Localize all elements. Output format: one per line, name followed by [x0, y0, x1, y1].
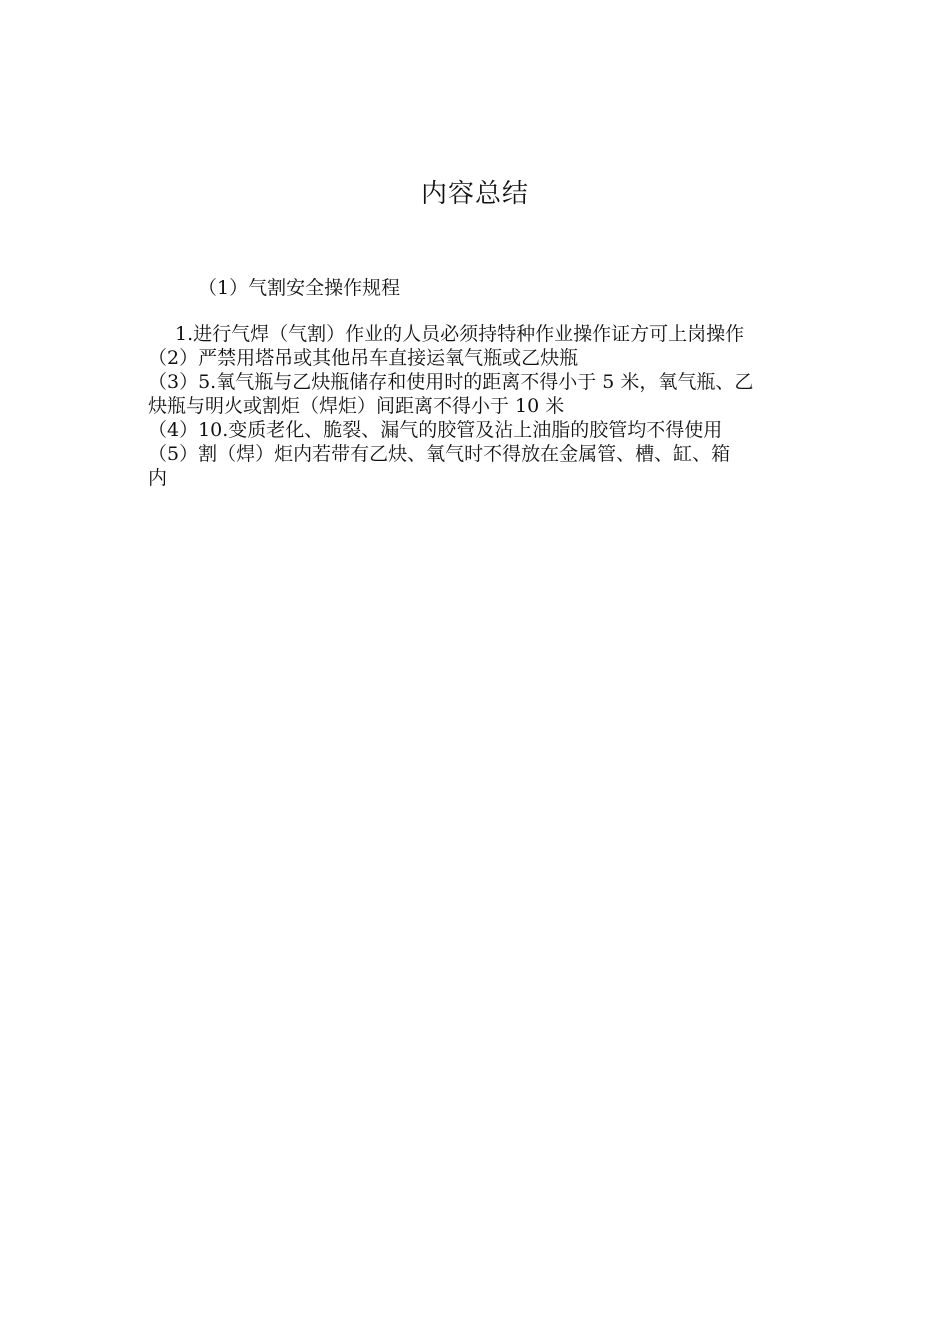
body-line: 1.进行气焊（气割）作业的人员必须持特种作业操作证方可上岗操作 — [175, 323, 745, 345]
body-line: （3）5.氧气瓶与乙炔瓶储存和使用时的距离不得小于 5 米，氧气瓶、乙 — [148, 371, 754, 393]
section-heading: （1）气割安全操作规程 — [198, 277, 401, 299]
body-line: 内 — [148, 467, 168, 489]
body-line: 炔瓶与明火或割炬（焊炬）间距离不得小于 10 米 — [148, 395, 565, 417]
body-line: （2）严禁用塔吊或其他吊车直接运氧气瓶或乙炔瓶 — [148, 347, 579, 369]
body-line: （4）10.变质老化、脆裂、漏气的胶管及沾上油脂的胶管均不得使用 — [148, 419, 723, 441]
body-line: （5）割（焊）炬内若带有乙炔、氧气时不得放在金属管、槽、缸、箱 — [148, 443, 731, 465]
page-title: 内容总结 — [420, 179, 529, 209]
document-body — [148, 322, 808, 490]
